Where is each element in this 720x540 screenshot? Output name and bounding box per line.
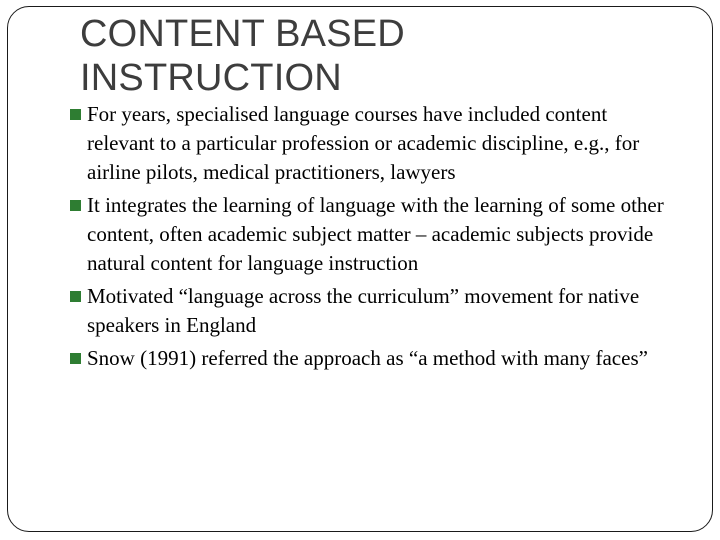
- square-bullet-icon: [70, 109, 81, 120]
- bullet-item: [70, 191, 670, 278]
- bullet-text: It integrates the learning of language with the learning of some other content, often academic subject matter – academic subjects provide natural content for language instruction: [87, 193, 664, 275]
- title-line-1: CONTENT BASED: [80, 13, 405, 55]
- square-bullet-icon: [70, 353, 81, 364]
- bullet-list: [70, 100, 670, 377]
- bullet-text: Snow (1991) referred the approach as “a method with many faces”: [87, 346, 648, 370]
- square-bullet-icon: [70, 200, 81, 211]
- square-bullet-icon: [70, 291, 81, 302]
- bullet-item: [70, 100, 670, 187]
- bullet-item: [70, 282, 670, 340]
- slide-title: [80, 12, 680, 100]
- bullet-text: For years, specialised language courses have included content relevant to a particular profession or academic discipline, e.g., for airline pilots, medical practitioners, lawyers: [87, 102, 640, 184]
- bullet-text: Motivated “language across the curriculum” movement for native speakers in England: [87, 284, 640, 337]
- bullet-item: [70, 344, 670, 373]
- title-line-2: INSTRUCTION: [80, 57, 342, 99]
